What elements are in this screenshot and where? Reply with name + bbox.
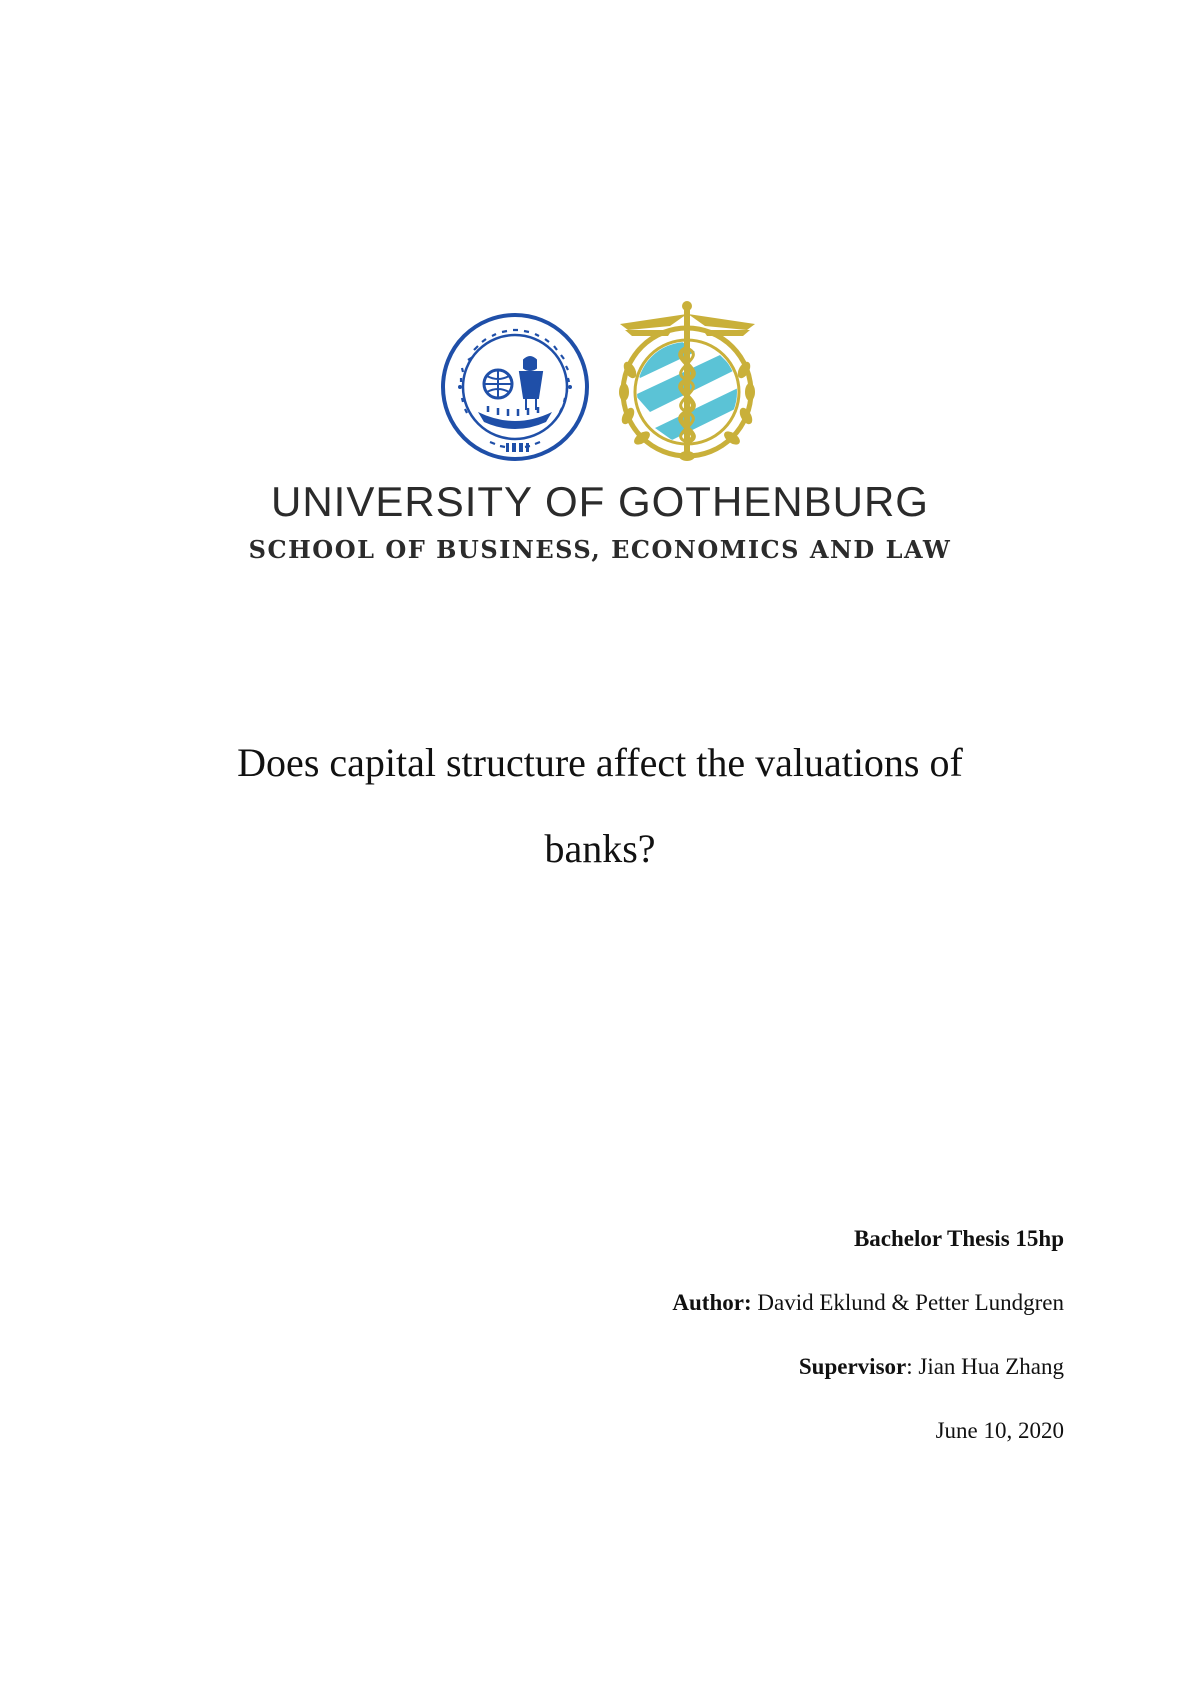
supervisor-label: Supervisor: [798, 1354, 907, 1379]
thesis-meta: [672, 1222, 1064, 1478]
date-text: June 10, 2020: [935, 1418, 1064, 1443]
thesis-title-line-2: banks?: [544, 826, 656, 871]
supervisor-value: : Jian Hua Zhang: [906, 1354, 1064, 1379]
university-name: UNIVERSITY OF GOTHENBURG: [271, 478, 929, 525]
thesis-title-line-1: Does capital structure affect the valuations of: [237, 740, 963, 785]
supervisor-line: [672, 1350, 1064, 1383]
school-name: SCHOOL OF BUSINESS, ECONOMICS AND LAW: [248, 535, 952, 564]
author-value: David Eklund & Petter Lundgren: [751, 1290, 1064, 1315]
thesis-title: [150, 720, 1050, 892]
university-seal-icon: [440, 312, 590, 462]
caduceus-emblem-icon: [610, 300, 765, 465]
author-label: Author:: [672, 1290, 752, 1315]
degree-text: Bachelor Thesis 15hp: [853, 1226, 1064, 1251]
author-line: [672, 1286, 1064, 1319]
logo-group: [440, 300, 770, 470]
date-line: [672, 1414, 1064, 1447]
degree-line: [672, 1222, 1064, 1255]
